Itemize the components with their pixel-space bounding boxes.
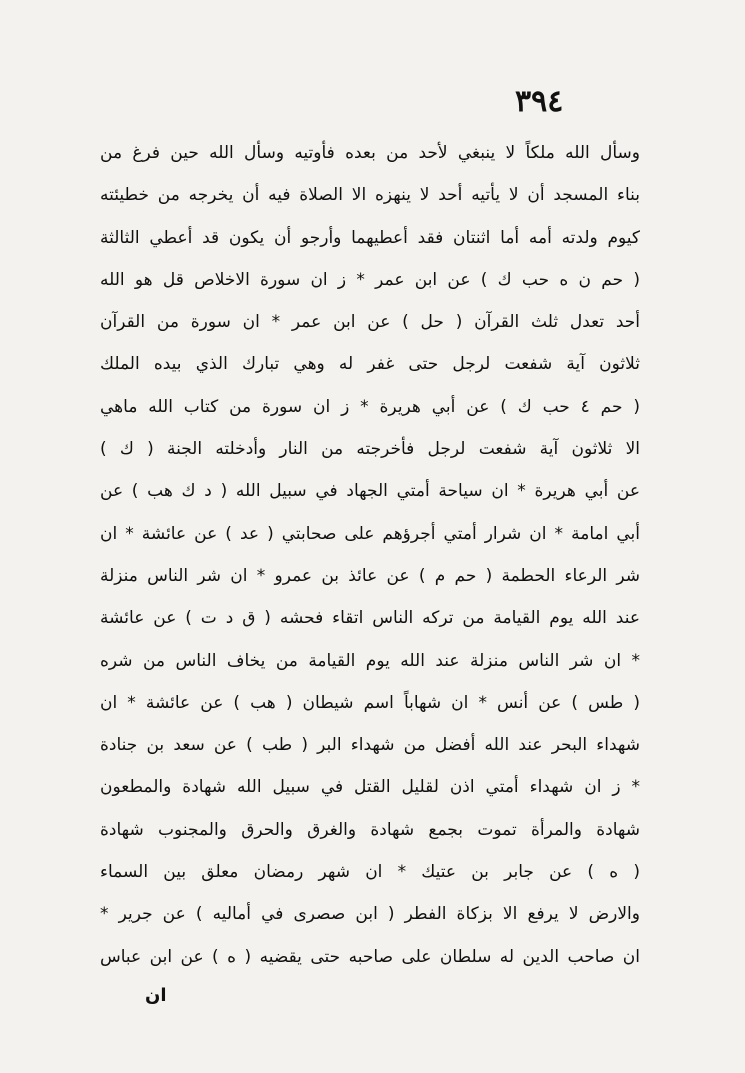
text-line: ( ه ) عن جابر بن عتيك * ان شهر رمضان معلق بين السماء	[100, 862, 640, 883]
text-line: بناء المسجد أن لا يأتيه أحد لا ينهزه الا الصلاة فيه أن يخرجه من خطيئته	[100, 185, 640, 206]
text-line: أحد تعدل ثلث القرآن ( حل ) عن ابن عمر * ان سورة من القرآن	[100, 312, 640, 333]
text-line: ثلاثون آية شفعت لرجل حتى غفر له وهي تبارك الذي بيده الملك	[100, 354, 640, 375]
catchword: ان	[145, 985, 167, 1006]
text-line: عن أبي هريرة * ان سياحة أمتي الجهاد في سبيل الله ( د ك هب ) عن	[100, 481, 640, 502]
text-line: شر الرعاء الحطمة ( حم م ) عن عائذ بن عمرو * ان شر الناس منزلة	[100, 565, 640, 586]
text-line: أبي امامة * ان شرار أمتي أجرؤهم على صحابتي ( عد ) عن عائشة * ان	[100, 523, 640, 544]
text-line: شهادة والمرأة تموت بجمع شهادة والغرق والحرق والمجنوب شهادة	[100, 819, 640, 840]
text-line: وسأل الله ملكاً لا ينبغي لأحد من بعده فأوتيه وسأل الله حين فرغ من	[100, 143, 640, 163]
text-line: * ان شر الناس منزلة عند الله يوم القيامة من يخاف الناس من شره	[100, 650, 640, 671]
text-line: الا ثلاثون آية شفعت لرجل فأخرجته من النار وأدخلته الجنة ( ك )	[100, 439, 640, 460]
text-line: ان صاحب الدين له سلطان على صاحبه حتى يقضيه ( ه ) عن ابن عباس	[100, 946, 640, 967]
text-line: ( حم ن ه حب ك ) عن ابن عمر * ز ان سورة الاخلاص قل هو الله	[100, 269, 640, 290]
page-number: ٣٩٤	[515, 84, 564, 119]
text-line: ( طس ) عن أنس * ان شهاباً اسم شيطان ( هب ) عن عائشة * ان	[100, 692, 640, 713]
text-line: والارض لا يرفع الا بزكاة الفطر ( ابن صصرى في أماليه ) عن جرير *	[100, 904, 640, 925]
text-line: عند الله يوم القيامة من تركه الناس اتقاء فحشه ( ق د ت ) عن عائشة	[100, 608, 640, 629]
text-line: كيوم ولدته أمه أما اثنتان فقد أعطيهما وأرجو أن يكون قد أعطي الثالثة	[100, 227, 640, 248]
text-line: * ز ان شهداء أمتي اذن لقليل القتل في سبيل الله شهادة والمطعون	[100, 777, 640, 798]
text-line: ( حم ٤ حب ك ) عن أبي هريرة * ز ان سورة من كتاب الله ماهي	[100, 396, 640, 417]
body-text	[100, 132, 640, 978]
text-line: شهداء البحر عند الله أفضل من شهداء البر ( طب ) عن سعد بن جنادة	[100, 735, 640, 756]
